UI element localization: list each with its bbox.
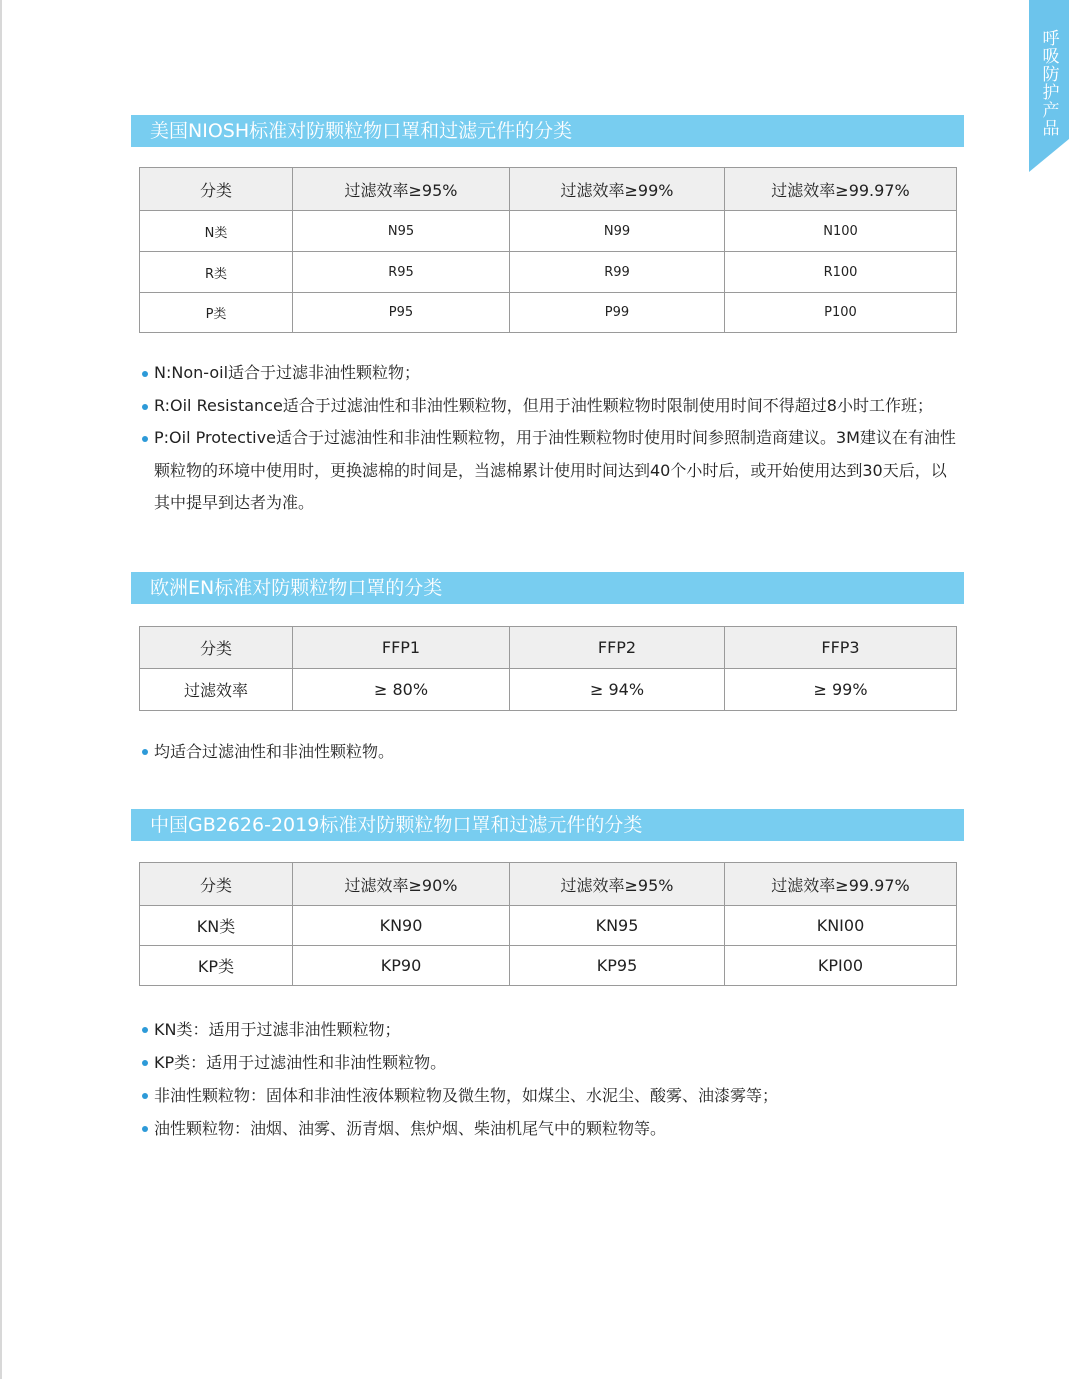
table-cell: P95 — [293, 293, 510, 333]
header-cell: 过滤效率≥99.97% — [725, 863, 957, 906]
table-cell: P100 — [725, 293, 957, 333]
table-cell: R99 — [510, 252, 725, 293]
table-cell: KPI00 — [725, 946, 957, 986]
table-cell: N100 — [725, 211, 957, 252]
gb-notes — [140, 1013, 970, 1145]
table-row — [140, 293, 957, 333]
gb-header-row — [140, 863, 957, 906]
table-row — [140, 906, 957, 946]
header-cell: 分类 — [140, 627, 293, 669]
table-cell: N95 — [293, 211, 510, 252]
table-cell: KP类 — [140, 946, 293, 986]
niosh-table — [139, 167, 957, 333]
table-cell: KN90 — [293, 906, 510, 946]
table-cell: R100 — [725, 252, 957, 293]
header-cell: 过滤效率≥99% — [510, 168, 725, 211]
list-item: 非油性颗粒物：固体和非油性液体颗粒物及微生物，如煤尘、水泥尘、酸雾、油漆雾等； — [140, 1079, 970, 1112]
table-cell: P99 — [510, 293, 725, 333]
table-cell: P类 — [140, 293, 293, 333]
table-cell: KNI00 — [725, 906, 957, 946]
header-cell: 分类 — [140, 168, 293, 211]
table-row — [140, 252, 957, 293]
header-cell: FFP1 — [293, 627, 510, 669]
section-title-en: 欧洲EN标准对防颗粒物口罩的分类 — [131, 572, 964, 604]
table-cell: R类 — [140, 252, 293, 293]
niosh-notes — [140, 357, 960, 520]
niosh-header-row — [140, 168, 957, 211]
header-cell: 过滤效率≥95% — [510, 863, 725, 906]
list-item: R:Oil Resistance适合于过滤油性和非油性颗粒物，但用于油性颗粒物时限制使用时间不得超过8小时工作班； — [140, 390, 960, 423]
section-title-niosh: 美国NIOSH标准对防颗粒物口罩和过滤元件的分类 — [131, 115, 964, 147]
table-cell: ≥ 94% — [510, 669, 725, 711]
list-item: KN类：适用于过滤非油性颗粒物； — [140, 1013, 970, 1046]
header-cell: FFP2 — [510, 627, 725, 669]
header-cell: 分类 — [140, 863, 293, 906]
list-item: P:Oil Protective适合于过滤油性和非油性颗粒物，用于油性颗粒物时使用时间参照制造商建议。3M建议在有油性颗粒物的环境中使用时，更换滤棉的时间是，当滤棉累计使用时间达到40个小时后，或开始使用达到30天后，以其中提早到达者为准。 — [140, 422, 960, 520]
list-item: 油性颗粒物：油烟、油雾、沥青烟、焦炉烟、柴油机尾气中的颗粒物等。 — [140, 1112, 970, 1145]
header-cell: 过滤效率≥99.97% — [725, 168, 957, 211]
table-cell: 过滤效率 — [140, 669, 293, 711]
section-title-gb: 中国GB2626-2019标准对防颗粒物口罩和过滤元件的分类 — [131, 809, 964, 841]
list-item: N:Non-oil适合于过滤非油性颗粒物； — [140, 357, 960, 390]
list-item: KP类：适用于过滤油性和非油性颗粒物。 — [140, 1046, 970, 1079]
page-left-edge — [0, 0, 2, 1379]
side-tab-label: 呼吸防护产品 — [1042, 29, 1060, 139]
table-cell: R95 — [293, 252, 510, 293]
list-item: 均适合过滤油性和非油性颗粒物。 — [140, 735, 970, 768]
header-cell: 过滤效率≥90% — [293, 863, 510, 906]
table-cell: KP95 — [510, 946, 725, 986]
table-row — [140, 211, 957, 252]
header-cell: 过滤效率≥95% — [293, 168, 510, 211]
table-cell: ≥ 80% — [293, 669, 510, 711]
table-cell: N99 — [510, 211, 725, 252]
table-cell: ≥ 99% — [725, 669, 957, 711]
table-cell: KN95 — [510, 906, 725, 946]
en-notes — [140, 735, 970, 768]
table-row — [140, 946, 957, 986]
table-cell: KP90 — [293, 946, 510, 986]
table-cell: KN类 — [140, 906, 293, 946]
gb-table — [139, 862, 957, 986]
header-cell: FFP3 — [725, 627, 957, 669]
en-table — [139, 626, 957, 711]
table-row — [140, 669, 957, 711]
en-header-row — [140, 627, 957, 669]
table-cell: N类 — [140, 211, 293, 252]
